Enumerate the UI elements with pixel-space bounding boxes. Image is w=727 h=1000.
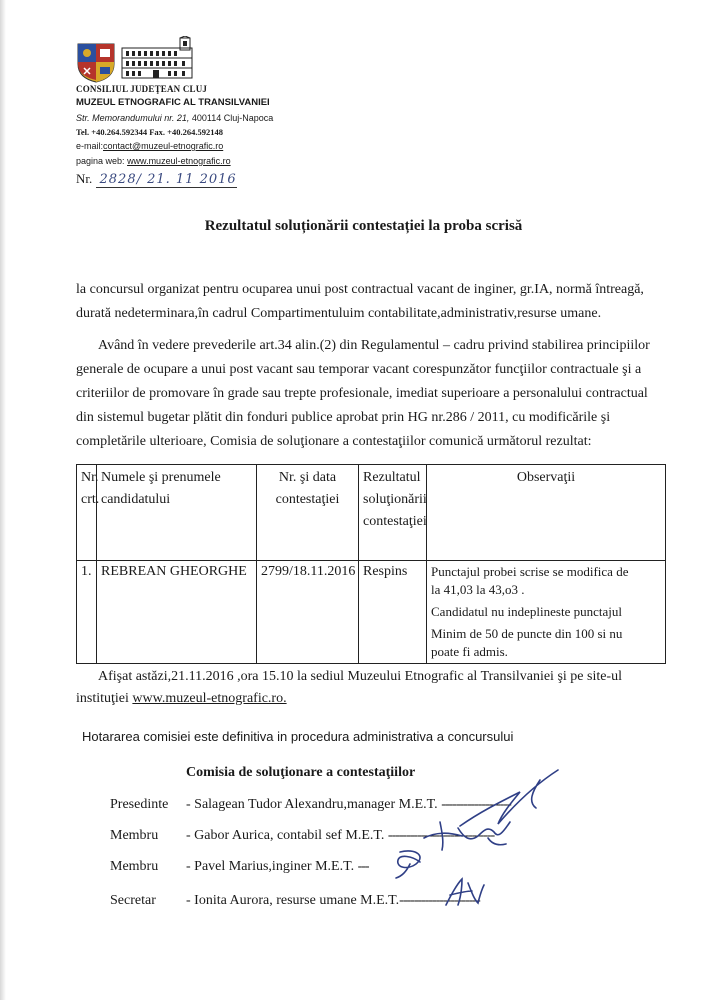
signature-icon [438, 875, 488, 911]
table-row [77, 561, 666, 664]
cell-observations [427, 561, 666, 664]
paragraph-line: criteriilor de promovare în grade sau trepte profesionale, imediat superioare a personalului contractual [76, 386, 648, 401]
cell-date: 2799/18.11.2016 [257, 561, 359, 664]
scan-edge [0, 0, 6, 1000]
member-role: Membru [110, 828, 159, 843]
member-role: Membru [110, 859, 159, 874]
member-name: - Ionita Aurora, resurse umane M.E.T.---------------------- [186, 893, 480, 908]
table-header-row [77, 465, 666, 561]
obs-line: Minim de 50 de puncte din 100 si nu [431, 626, 623, 641]
obs-line: Candidatul nu indeplineste punctajul [431, 604, 622, 619]
col-header-nr: Nr. crt. [77, 465, 97, 561]
paragraph-line: din sistemul bugetar plătit din fonduri publice aprobat prin HG nr.286 / 2011, cu modificările şi [76, 410, 611, 425]
street: Str. Memorandumului nr. 21, [76, 113, 190, 123]
col-header-result: Rezultatul soluţionării contestaţiei [359, 465, 427, 561]
member-name: - Gabor Aurica, contabil sef M.E.T. ----------------------------- [186, 828, 495, 843]
col-header-date: Nr. şi data contestaţiei [257, 465, 359, 561]
email-line [76, 141, 223, 151]
posted-notice [76, 666, 666, 710]
council-name: CONSILIUL JUDEŢEAN CLUJ [76, 84, 208, 94]
phone-fax: Tel. +40.264.592344 Fax. +40.264.592148 [76, 127, 224, 137]
paragraph-line: durată nedeterminara,în cadrul Compartimentuluim contabilitate,administrativ,resurse umane. [76, 306, 602, 321]
member-role: Secretar [110, 893, 156, 908]
web-link[interactable]: www.muzeul-etnografic.ro [127, 156, 231, 166]
email-link[interactable]: contact@muzeul-etnografic.ro [103, 141, 224, 151]
member-role: Presedinte [110, 797, 169, 812]
email-label: e-mail: [76, 141, 104, 151]
museum-building-icon [120, 36, 194, 85]
signature-icon [386, 846, 436, 882]
museum-name: MUZEUL ETNOGRAFIC AL TRANSILVANIEI [76, 97, 270, 108]
cell-result: Respins [359, 561, 427, 664]
city: 400114 Cluj-Napoca [191, 113, 274, 123]
address [76, 113, 273, 123]
coat-of-arms-icon [76, 42, 116, 89]
cell-nr: 1. [77, 561, 97, 664]
paragraph-line: generale de ocupare a unui post vacant sau temporar vacant corespunzător funcţiilor contractuale şi a [76, 362, 642, 377]
paragraph-line: Având în vedere prevederile art.34 alin.(2) din Regulamentul – cadru privind stabilirea principiilor [98, 338, 650, 353]
posted-link[interactable]: www.muzeul-etnografic.ro. [132, 691, 287, 706]
obs-line: Punctajul probei scrise se modifica de [431, 564, 629, 579]
final-note: Hotararea comisiei este definitiva in procedura administrativa a concursului [82, 729, 514, 744]
commission-title: Comisia de soluţionare a contestaţiilor [186, 765, 416, 780]
paragraph-line: completările ulterioare, Comisia de soluţionare a contestaţiilor comunică următorul rezultat: [76, 434, 592, 449]
col-header-name: Numele şi prenumele candidatului [97, 465, 257, 561]
nr-handwritten: 2828/ 21. 11 2016 [96, 172, 237, 188]
intro-paragraph [76, 278, 666, 326]
results-table [76, 464, 666, 664]
legal-paragraph [76, 334, 666, 454]
member-name: - Salagean Tudor Alexandru,manager M.E.T. ------------------- [186, 797, 511, 812]
document-title: Rezultatul soluționării contestației la proba scrisă [204, 218, 523, 234]
web-line [76, 156, 231, 166]
posted-line: Afişat astăzi,21.11.2016 ,ora 15.10 la sediul Muzeului Etnografic al Transilvaniei şi pe site-ul [98, 669, 622, 684]
obs-line: poate fi admis. [431, 644, 508, 659]
web-label: pagina web: [76, 156, 125, 166]
member-name: - Pavel Marius,inginer M.E.T. --- [186, 859, 369, 874]
paragraph-line: la concursul organizat pentru ocuparea unui post contractual vacant de inginer, gr.IA, normă întreagă, [76, 282, 644, 297]
nr-label: Nr. [76, 171, 93, 186]
col-header-observations: Observaţii [427, 465, 666, 561]
registration-number [76, 171, 237, 188]
cell-name: REBREAN GHEORGHE [97, 561, 257, 664]
posted-line: instituţiei www.muzeul-etnografic.ro. [76, 691, 287, 706]
obs-line: la 41,03 la 43,o3 . [431, 582, 525, 597]
